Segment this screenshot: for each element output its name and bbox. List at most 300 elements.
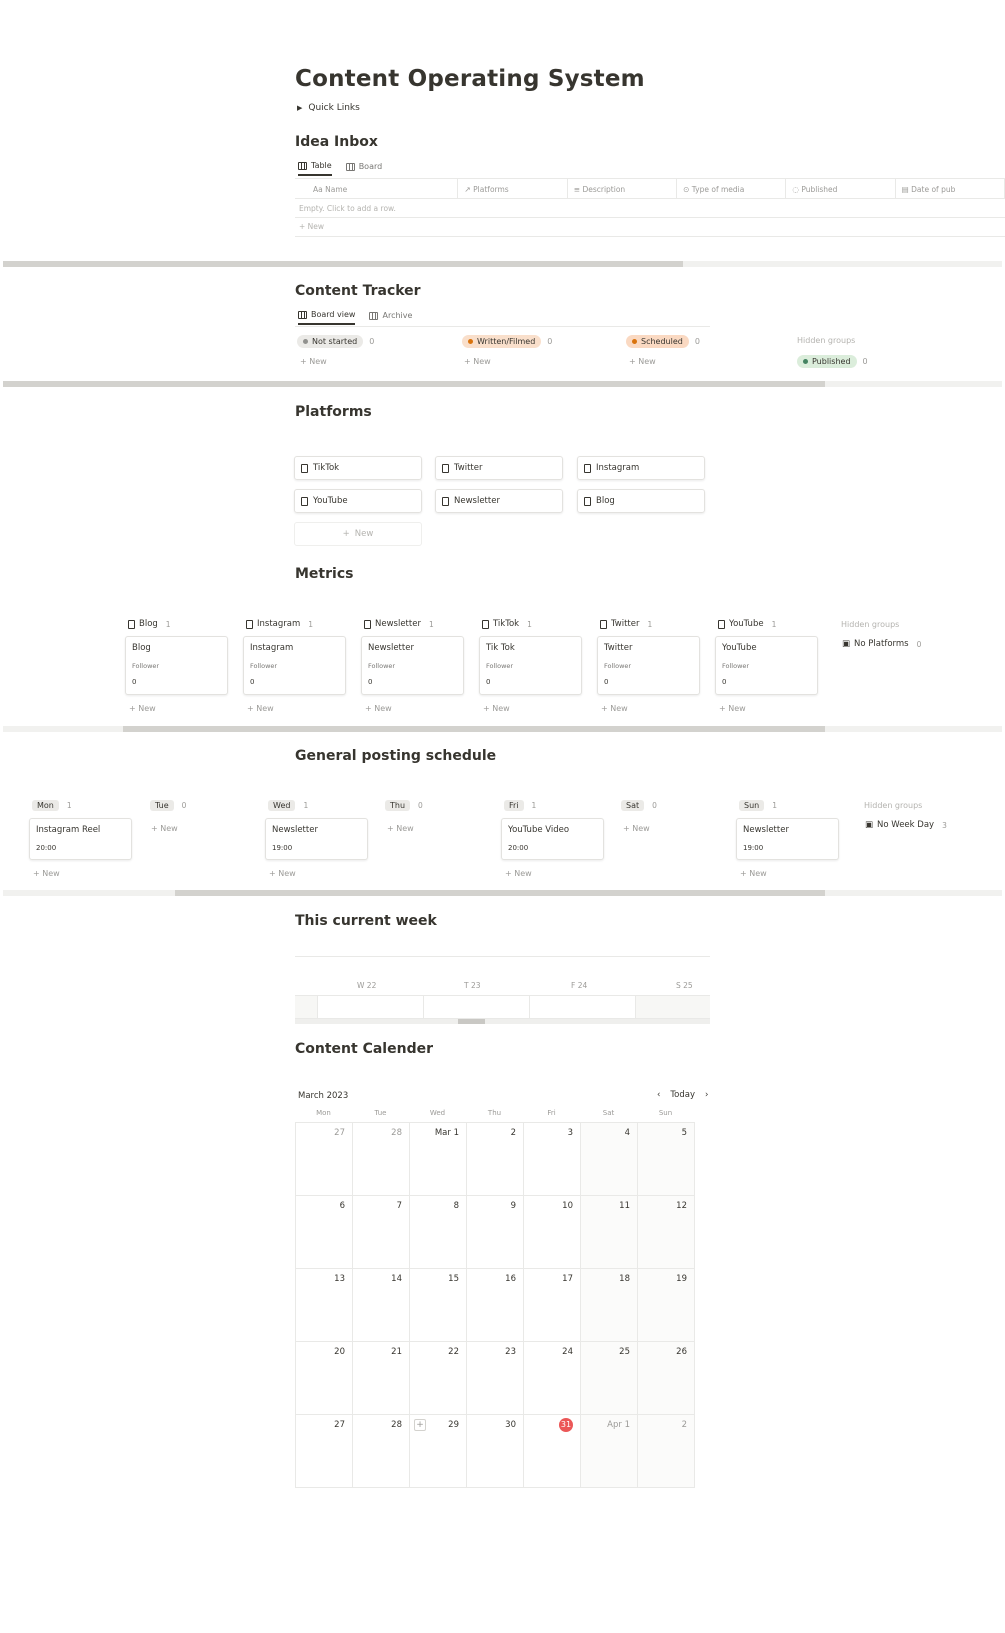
day-label: Wed [268, 800, 295, 811]
page-icon [600, 620, 607, 629]
plus-icon: + [387, 824, 397, 833]
column-label: Date of pub [911, 185, 956, 194]
new-card-button[interactable] [151, 824, 178, 833]
quick-links-toggle[interactable] [297, 103, 360, 113]
card-title: YouTube [722, 643, 757, 653]
day-group-header[interactable] [150, 800, 186, 811]
platform-card[interactable] [435, 456, 563, 480]
new-label: New [278, 869, 296, 878]
hidden-groups-label: Hidden groups [797, 336, 856, 345]
timeline-gridline [317, 996, 318, 1018]
calendar-day[interactable]: 5 [638, 1123, 695, 1196]
metric-card[interactable] [479, 636, 582, 695]
status-label: Not started [312, 337, 358, 346]
metric-group-header[interactable] [600, 619, 652, 629]
group-count: 0 [862, 357, 868, 366]
new-label: New [160, 824, 178, 833]
calendar-week [296, 1196, 695, 1269]
group-count: 1 [772, 801, 777, 810]
tab-label: Archive [382, 311, 413, 320]
new-label: New [42, 869, 60, 878]
calendar-day[interactable]: 8 [410, 1196, 467, 1269]
idea-inbox-table [295, 178, 1005, 237]
tab-table[interactable] [298, 161, 332, 176]
tab-label: Board [358, 162, 383, 171]
quick-links-label: Quick Links [308, 103, 360, 113]
column-description[interactable] [568, 179, 677, 198]
column-label: Platforms [473, 185, 509, 194]
day-group-header[interactable] [32, 800, 72, 811]
plus-icon: + [300, 357, 310, 366]
plus-icon: + [33, 869, 43, 878]
add-event-icon[interactable]: + [414, 1419, 426, 1431]
weekday-label: Sun [658, 1109, 673, 1117]
calendar-day[interactable]: 18 [581, 1269, 638, 1342]
calendar-weekdays [295, 1109, 695, 1117]
calendar-day[interactable]: 7 [353, 1196, 410, 1269]
content-tracker-title: Content Tracker [295, 283, 421, 299]
calendar-day-today[interactable] [524, 1415, 581, 1488]
card-field-value: 0 [250, 678, 255, 686]
platform-card[interactable] [577, 456, 705, 480]
card-title: YouTube Video [508, 825, 570, 835]
day-group-header[interactable] [621, 800, 657, 811]
calendar-day[interactable]: 22 [410, 1342, 467, 1415]
scrollbar-thumb[interactable] [3, 261, 683, 267]
card-field-value: 0 [604, 678, 609, 686]
scrollbar-thumb[interactable] [458, 1019, 485, 1024]
card-field-label: Follower [368, 662, 396, 670]
page-icon [442, 464, 449, 473]
group-label: No Platforms [854, 639, 909, 649]
plus-icon: + [464, 357, 474, 366]
status-pill [797, 355, 857, 368]
today-badge: 31 [559, 1418, 573, 1432]
schedule-card[interactable] [501, 818, 604, 860]
group-count: 0 [652, 801, 657, 810]
card-title: Instagram Reel [36, 825, 101, 835]
weekday-label: Mon [316, 1109, 331, 1117]
inbox-icon: ▣ [842, 639, 851, 649]
group-count: 1 [303, 801, 309, 810]
page-title: Content Operating System [295, 66, 645, 92]
calendar-day[interactable]: 21 [353, 1342, 410, 1415]
new-card-button[interactable] [464, 357, 491, 366]
inbox-icon: ▣ [865, 820, 874, 830]
horizontal-scrollbar[interactable] [3, 726, 1002, 732]
day-group-header[interactable] [385, 800, 423, 811]
tab-label: Table [311, 161, 332, 170]
calendar-day[interactable]: Apr 1 [581, 1415, 638, 1488]
group-count: 1 [771, 619, 777, 629]
card-field-label: Follower [722, 662, 750, 670]
calendar-day[interactable]: 27 [296, 1123, 353, 1196]
schedule-card[interactable] [265, 818, 368, 860]
calendar-nav [657, 1090, 708, 1100]
card-title: Newsletter [454, 496, 500, 506]
calendar-day[interactable]: 28 [353, 1415, 410, 1488]
metrics-title: Metrics [295, 566, 354, 582]
card-title: Tik Tok [486, 643, 515, 653]
metric-card[interactable] [715, 636, 818, 695]
calendar-day[interactable] [410, 1415, 467, 1488]
card-field-value: 0 [486, 678, 491, 686]
new-card-button[interactable] [365, 704, 392, 713]
column-published[interactable] [786, 179, 895, 198]
day-label: Mon [32, 800, 59, 811]
circle-select-icon: ⊙ [683, 185, 692, 194]
group-count: 0 [369, 337, 375, 346]
status-pill [462, 335, 541, 348]
day-number: 29 [448, 1420, 459, 1430]
board-icon [346, 163, 355, 171]
platform-card[interactable] [577, 489, 705, 513]
day-label: Sun [739, 800, 764, 811]
weekday-label: Fri [547, 1109, 556, 1117]
new-label: New [307, 222, 325, 231]
idea-inbox-title: Idea Inbox [295, 134, 378, 150]
group-label: TikTok [493, 619, 520, 629]
new-page-button[interactable] [294, 522, 422, 546]
page-icon [364, 620, 371, 629]
card-field-label: Follower [132, 662, 160, 670]
status-dot [303, 339, 308, 344]
platform-card[interactable] [294, 456, 422, 480]
status-label: Published [812, 357, 851, 366]
card-field-value: 0 [132, 678, 137, 686]
metric-group-header[interactable] [246, 619, 313, 629]
status-dot [468, 339, 473, 344]
text-lines-icon: ≡ [573, 185, 583, 194]
plus-icon: + [247, 704, 257, 713]
platform-card[interactable] [294, 489, 422, 513]
group-count: 1 [66, 801, 72, 810]
chevron-left-icon[interactable]: ‹ [657, 1090, 661, 1100]
card-title: Newsletter [272, 825, 318, 835]
calendar-day[interactable]: 17 [524, 1269, 581, 1342]
content-tracker-tabs [298, 310, 412, 325]
column-type-of-media[interactable] [677, 179, 786, 198]
page-icon [442, 497, 449, 506]
group-count: 1 [527, 619, 532, 629]
timeline-day: F 24 [571, 981, 588, 990]
plus-icon: + [505, 869, 515, 878]
group-count: 0 [916, 639, 922, 649]
group-scheduled[interactable] [626, 335, 700, 348]
group-label: Blog [139, 619, 158, 629]
new-label: New [728, 704, 746, 713]
new-card-button[interactable] [33, 869, 60, 878]
calendar-day[interactable]: 4 [581, 1123, 638, 1196]
calendar-day[interactable]: 19 [638, 1269, 695, 1342]
platforms-title: Platforms [295, 404, 372, 420]
group-count: 0 [181, 801, 187, 810]
calendar-day[interactable]: 9 [467, 1196, 524, 1269]
plus-icon: + [629, 357, 639, 366]
metric-card[interactable] [125, 636, 228, 695]
timeline-scrollbar[interactable] [295, 1019, 710, 1024]
group-count: 1 [531, 801, 537, 810]
idea-inbox-tabs [298, 161, 382, 176]
timeline-weekend [295, 996, 317, 1018]
schedule-card[interactable] [736, 818, 839, 860]
calendar-day[interactable]: 10 [524, 1196, 581, 1269]
calendar-day[interactable]: 30 [467, 1415, 524, 1488]
table-header [295, 179, 1005, 199]
calendar-day[interactable]: 3 [524, 1123, 581, 1196]
calendar-day[interactable]: 13 [296, 1269, 353, 1342]
scrollbar-thumb[interactable] [123, 726, 825, 732]
calendar-day[interactable]: 16 [467, 1269, 524, 1342]
plus-icon: + [365, 704, 375, 713]
group-count: 0 [418, 801, 423, 810]
calendar-day[interactable]: 28 [353, 1123, 410, 1196]
page-icon [718, 620, 725, 629]
card-time: 19:00 [272, 844, 293, 852]
hidden-group-published[interactable] [797, 355, 868, 368]
weekday-label: Wed [429, 1109, 446, 1117]
calendar-week [296, 1415, 695, 1488]
calendar-day[interactable]: 6 [296, 1196, 353, 1269]
group-label: No Week Day [877, 820, 935, 830]
group-count: 0 [547, 337, 553, 346]
status-label: Written/Filmed [477, 337, 536, 346]
card-time: 20:00 [36, 844, 57, 852]
status-dot [632, 339, 637, 344]
card-title: Instagram [596, 463, 640, 473]
plus-icon: + [483, 704, 493, 713]
card-title: Blog [596, 496, 615, 506]
column-name[interactable]: Aa Name [295, 179, 458, 198]
day-label: Thu [385, 800, 410, 811]
column-label: Published [801, 185, 838, 194]
calendar-day[interactable]: 15 [410, 1269, 467, 1342]
horizontal-scrollbar[interactable] [3, 261, 1002, 267]
horizontal-scrollbar[interactable] [3, 890, 1002, 896]
status-icon: ◌ [792, 185, 802, 194]
plus-icon: + [129, 704, 139, 713]
timeline-divider [295, 956, 710, 957]
day-label: Fri [504, 800, 524, 811]
tab-archive[interactable] [369, 310, 412, 325]
new-card-button[interactable] [387, 824, 414, 833]
status-dot [803, 359, 808, 364]
new-card-button[interactable] [740, 869, 767, 878]
column-date[interactable] [896, 179, 1005, 198]
calendar-week [296, 1342, 695, 1415]
card-title: TikTok [313, 463, 340, 473]
today-button[interactable]: Today [670, 1090, 695, 1100]
new-label: New [473, 357, 491, 366]
group-count: 0 [694, 337, 700, 346]
day-label: Sat [621, 800, 644, 811]
new-card-button[interactable] [483, 704, 510, 713]
new-card-button[interactable] [505, 869, 532, 878]
calendar-day[interactable]: 25 [581, 1342, 638, 1415]
metric-group-header[interactable] [364, 619, 434, 629]
card-title: YouTube [313, 496, 348, 506]
timeline-day: S 25 [676, 981, 693, 990]
group-label: Newsletter [375, 619, 421, 629]
new-label: New [610, 704, 628, 713]
page-icon [584, 497, 591, 506]
day-group-header[interactable] [268, 800, 308, 811]
new-card-button[interactable] [623, 824, 650, 833]
plus-icon: + [342, 529, 350, 539]
new-card-button[interactable] [247, 704, 274, 713]
arrow-up-right-icon: ↗ [464, 185, 474, 194]
column-label: Type of media [691, 185, 745, 194]
calendar-day[interactable]: 14 [353, 1269, 410, 1342]
plus-icon: + [269, 869, 279, 878]
triangle-right-icon: ▶ [297, 104, 303, 112]
group-written-filmed[interactable] [462, 335, 552, 348]
current-week-title: This current week [295, 913, 437, 929]
weekday-label: Tue [374, 1109, 387, 1117]
board-icon [298, 311, 307, 319]
timeline-day: T 23 [464, 981, 481, 990]
empty-row[interactable]: Empty. Click to add a row. [295, 199, 1005, 218]
new-card-button[interactable] [269, 869, 296, 878]
status-pill [297, 335, 363, 348]
plus-icon: + [601, 704, 611, 713]
horizontal-scrollbar[interactable] [3, 381, 1002, 387]
timeline-day: W 22 [357, 981, 377, 990]
chevron-right-icon[interactable]: › [705, 1090, 709, 1100]
card-time: 19:00 [743, 844, 764, 852]
timeline-gridline [529, 996, 530, 1018]
new-card-button[interactable] [129, 704, 156, 713]
group-count: 1 [428, 619, 434, 629]
plus-icon: + [299, 222, 308, 231]
status-pill [626, 335, 689, 348]
new-label: New [309, 357, 327, 366]
table-icon [298, 162, 307, 170]
day-group-header[interactable] [504, 800, 536, 811]
status-label: Scheduled [641, 337, 683, 346]
page-icon [128, 620, 135, 629]
calendar-day[interactable]: 20 [296, 1342, 353, 1415]
new-card-button[interactable] [601, 704, 628, 713]
calendar-title: Content Calender [295, 1041, 433, 1057]
new-label: New [354, 529, 374, 539]
card-field-label: Follower [250, 662, 278, 670]
new-label: New [492, 704, 510, 713]
calendar-week [296, 1269, 695, 1342]
new-card-button[interactable] [629, 357, 656, 366]
metric-group-header[interactable] [482, 619, 532, 629]
group-count: 1 [165, 619, 171, 629]
column-label: Description [582, 185, 626, 194]
column-platforms[interactable] [458, 179, 567, 198]
page-icon [246, 620, 253, 629]
table-icon [369, 312, 378, 320]
timeline-weekend [635, 996, 710, 1018]
timeline-row [295, 995, 710, 1019]
new-label: New [632, 824, 650, 833]
calendar-day[interactable]: 27 [296, 1415, 353, 1488]
group-count: 1 [308, 619, 314, 629]
platform-card[interactable] [435, 489, 563, 513]
group-count: 3 [942, 820, 947, 830]
scrollbar-thumb[interactable] [3, 381, 825, 387]
calendar-week [296, 1123, 695, 1196]
hidden-groups-label: Hidden groups [841, 620, 900, 629]
card-title: Instagram [250, 643, 294, 653]
calendar-day[interactable]: 24 [524, 1342, 581, 1415]
tab-board-view[interactable] [298, 310, 355, 325]
calendar-icon: ▤ [901, 185, 912, 194]
card-field-label: Follower [486, 662, 514, 670]
page-icon [301, 464, 308, 473]
calendar-day[interactable]: 26 [638, 1342, 695, 1415]
calendar-day[interactable]: 12 [638, 1196, 695, 1269]
calendar-day[interactable]: 23 [467, 1342, 524, 1415]
new-label: New [256, 704, 274, 713]
plus-icon: + [151, 824, 161, 833]
weekday-label: Sat [602, 1109, 615, 1117]
new-label: New [138, 704, 156, 713]
tab-board[interactable] [346, 161, 383, 176]
calendar-day[interactable]: Mar 1 [410, 1123, 467, 1196]
page-icon [482, 620, 489, 629]
calendar-day[interactable]: 2 [467, 1123, 524, 1196]
metric-group-header[interactable] [128, 619, 171, 629]
schedule-title: General posting schedule [295, 748, 497, 764]
card-field-value: 0 [368, 678, 373, 686]
metric-card[interactable] [597, 636, 700, 695]
day-label: Tue [150, 800, 174, 811]
weekday-label: Thu [487, 1109, 502, 1117]
hidden-group-no-platforms[interactable] [842, 639, 921, 649]
hidden-group-no-week-day[interactable] [865, 820, 947, 830]
metric-card[interactable] [361, 636, 464, 695]
group-count: 1 [647, 619, 653, 629]
plus-icon: + [623, 824, 633, 833]
calendar-day[interactable]: 11 [581, 1196, 638, 1269]
page-icon [584, 464, 591, 473]
new-card-button[interactable] [719, 704, 746, 713]
new-label: New [396, 824, 414, 833]
card-title: Newsletter [743, 825, 789, 835]
card-title: Twitter [604, 643, 633, 653]
calendar-day[interactable]: 2 [638, 1415, 695, 1488]
group-not-started[interactable] [297, 335, 374, 348]
tab-label: Board view [311, 310, 356, 319]
calendar-month: March 2023 [298, 1091, 349, 1101]
plus-icon: + [719, 704, 729, 713]
group-label: Instagram [257, 619, 301, 629]
metric-group-header[interactable] [718, 619, 776, 629]
group-label: Twitter [611, 619, 640, 629]
scrollbar-thumb[interactable] [175, 890, 825, 896]
tabs-divider [295, 326, 710, 327]
plus-icon: + [740, 869, 750, 878]
day-group-header[interactable] [739, 800, 777, 811]
card-field-value: 0 [722, 678, 727, 686]
page-icon [301, 497, 308, 506]
schedule-card[interactable] [29, 818, 132, 860]
new-label: New [749, 869, 767, 878]
metric-card[interactable] [243, 636, 346, 695]
group-label: YouTube [729, 619, 764, 629]
card-field-label: Follower [604, 662, 632, 670]
new-card-button[interactable] [300, 357, 327, 366]
add-row-button[interactable] [295, 218, 1005, 237]
calendar-grid [295, 1122, 695, 1488]
card-time: 20:00 [508, 844, 529, 852]
hidden-groups-label: Hidden groups [864, 801, 923, 810]
